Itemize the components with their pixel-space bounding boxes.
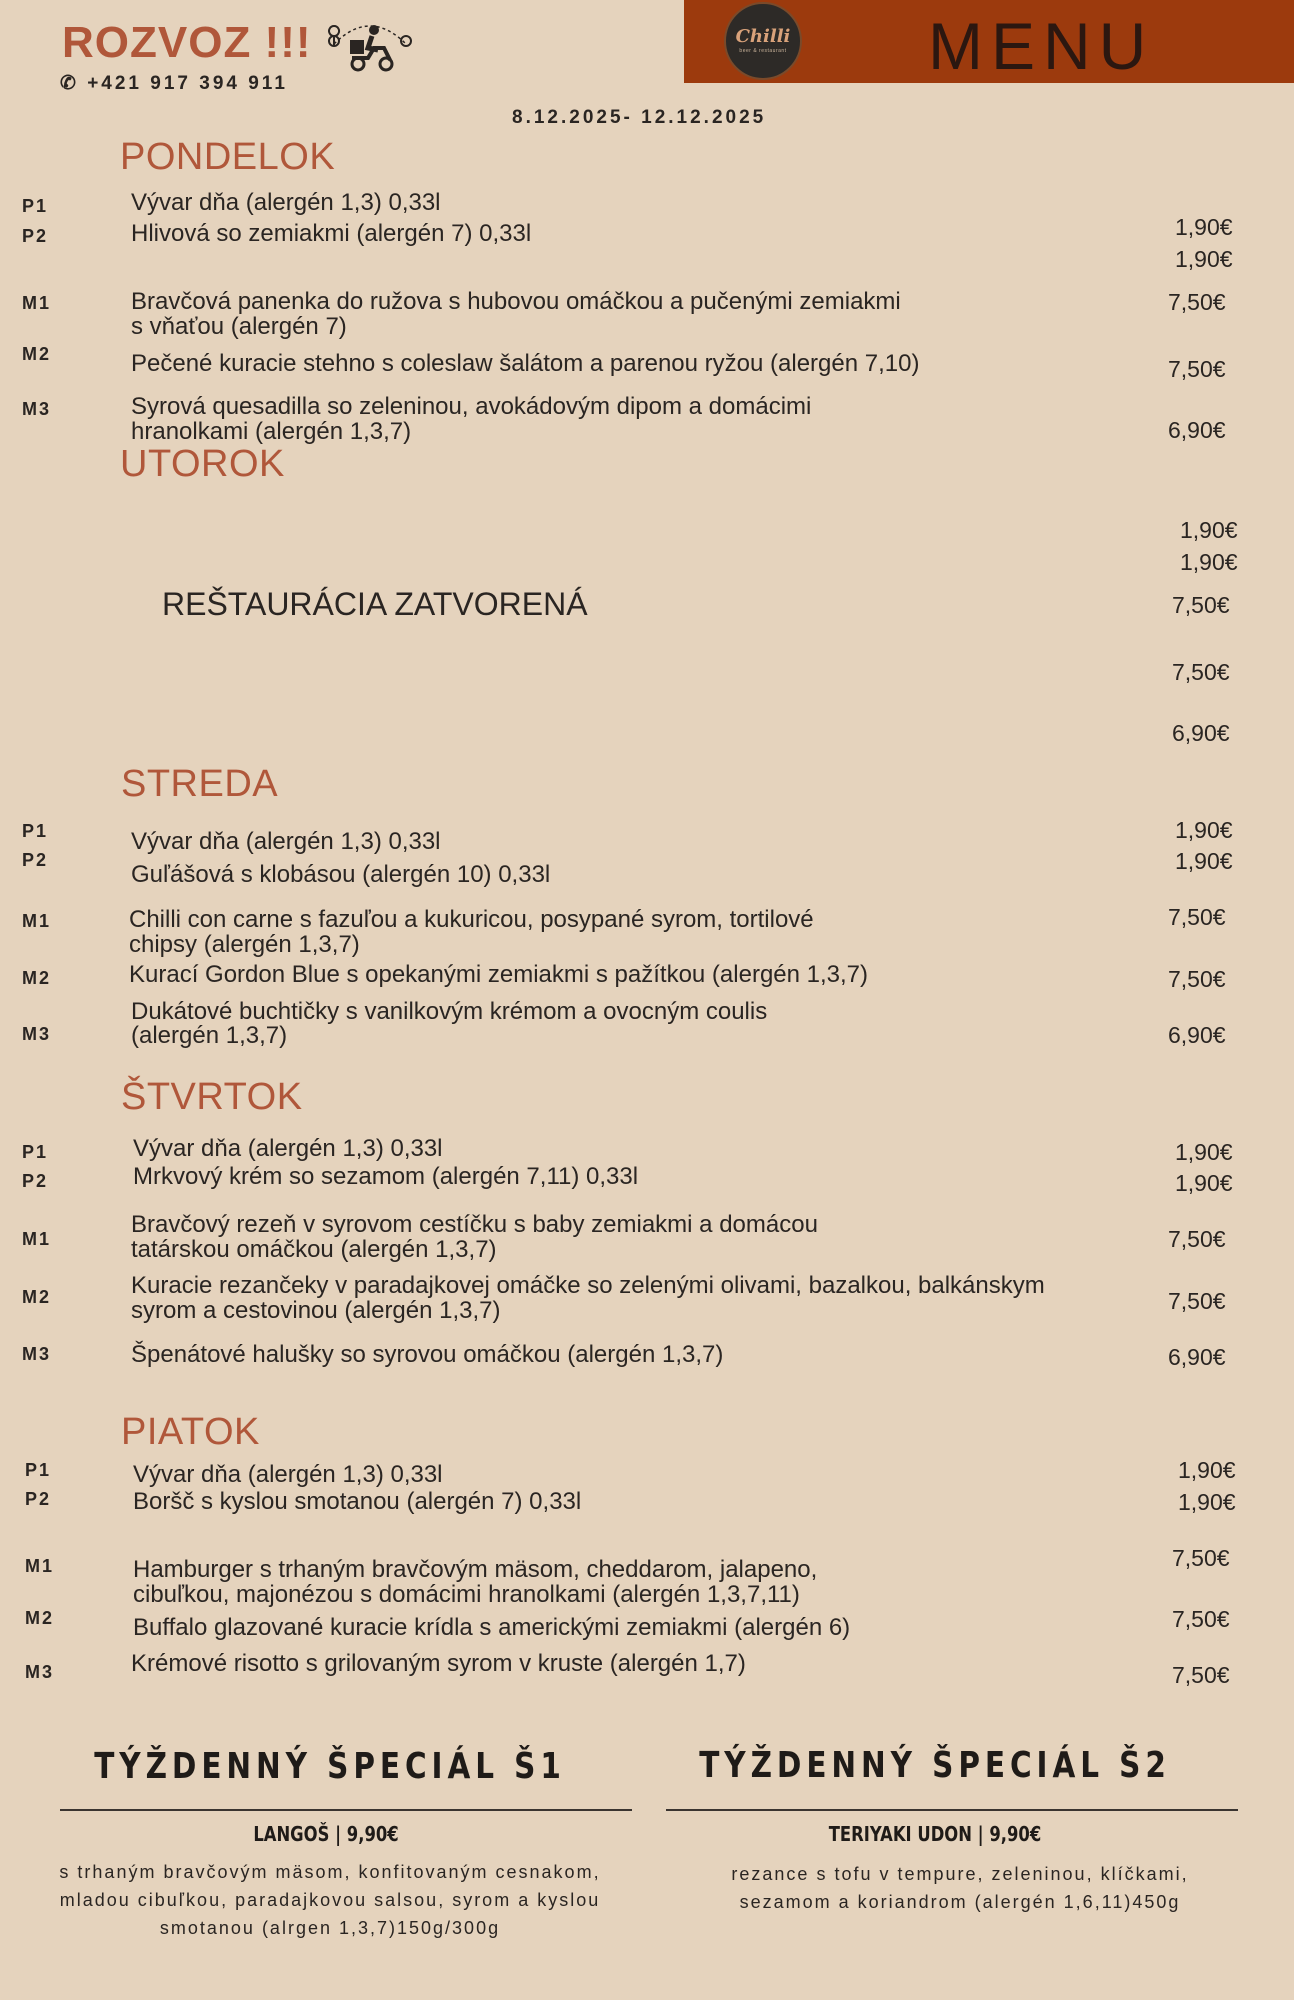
item-m2-cont: syrom a cestovinou (alergén 1,3,7) xyxy=(131,1297,501,1324)
special2-title: TÝŽDENNÝ ŠPECIÁL Š2 xyxy=(699,1745,1171,1786)
item-p1: Vývar dňa (alergén 1,3) 0,33l xyxy=(131,828,441,855)
item-p1: Vývar dňa (alergén 1,3) 0,33l xyxy=(131,189,441,216)
code-m3: M3 xyxy=(22,1024,52,1044)
special1-name: LANGOŠ | 9,90€ xyxy=(253,1822,399,1846)
price: 7,50€ xyxy=(1172,1606,1230,1632)
price: 7,50€ xyxy=(1172,1662,1230,1688)
item-m3: Dukátové buchtičky s vanilkovým krémom a ovocným coulis xyxy=(131,998,768,1025)
menu-dates: 8.12.2025- 12.12.2025 xyxy=(512,107,767,128)
menu-title: MENU xyxy=(928,9,1155,83)
item-m3-cont: (alergén 1,3,7) xyxy=(131,1022,288,1049)
delivery-title: ROZVOZ !!! xyxy=(62,18,312,67)
special2-description xyxy=(660,1860,1260,1916)
item-m1-cont: cibuľkou, majonézou s domácimi hranolkami (alergén 1,3,7,11) xyxy=(133,1581,800,1608)
special1-desc-line: mladou cibuľkou, paradajkovou salsou, syrom a kyslou xyxy=(59,1890,601,1910)
code-m2: M2 xyxy=(25,1608,55,1628)
code-p2: P2 xyxy=(22,1171,49,1191)
price: 6,90€ xyxy=(1168,1022,1226,1048)
special2-desc-line: rezance s tofu v tempure, zeleninou, klíčkami, xyxy=(731,1864,1189,1884)
code-m2: M2 xyxy=(22,344,52,364)
special2-name: TERIYAKI UDON | 9,90€ xyxy=(828,1822,1042,1846)
item-p2: Guľášová s klobásou (alergén 10) 0,33l xyxy=(131,861,551,888)
special1-title: TÝŽDENNÝ ŠPECIÁL Š1 xyxy=(94,1746,566,1787)
item-m3: Syrová quesadilla so zeleninou, avokádovým dipom a domácimi xyxy=(131,393,812,420)
price: 1,90€ xyxy=(1175,848,1233,874)
logo-text: Chilli xyxy=(735,26,791,47)
item-m3: Krémové risotto s grilovaným syrom v kruste (alergén 1,7) xyxy=(131,1650,746,1677)
price: 1,90€ xyxy=(1178,1489,1236,1515)
delivery-scooter-icon xyxy=(328,14,412,74)
code-p2: P2 xyxy=(25,1489,52,1509)
price: 1,90€ xyxy=(1180,517,1238,543)
code-m1: M1 xyxy=(22,1229,52,1249)
code-m2: M2 xyxy=(22,1287,52,1307)
item-m1-cont: s vňaťou (alergén 7) xyxy=(131,313,347,340)
price: 7,50€ xyxy=(1172,659,1230,685)
phone-number[interactable]: ✆ +421 917 394 911 xyxy=(60,73,288,94)
day-piatok: PIATOK xyxy=(121,1411,260,1453)
price: 6,90€ xyxy=(1172,720,1230,746)
code-m3: M3 xyxy=(22,399,52,419)
item-m1: Chilli con carne s fazuľou a kukuricou, posypané syrom, tortilové xyxy=(129,906,814,933)
item-m1: Bravčový rezeň v syrovom cestíčku s baby zemiakmi a domácou xyxy=(131,1211,818,1238)
item-m1-cont: tatárskou omáčkou (alergén 1,3,7) xyxy=(131,1236,497,1263)
price: 1,90€ xyxy=(1175,1170,1233,1196)
special1-divider xyxy=(60,1809,632,1811)
code-m3: M3 xyxy=(25,1662,55,1682)
price: 7,50€ xyxy=(1168,966,1226,992)
item-m1-cont: chipsy (alergén 1,3,7) xyxy=(129,931,360,958)
item-p1: Vývar dňa (alergén 1,3) 0,33l xyxy=(133,1461,443,1488)
day-streda: STREDA xyxy=(121,763,279,805)
special1-desc-line: smotanou (alrgen 1,3,7)150g/300g xyxy=(159,1918,501,1938)
item-p2: Boršč s kyslou smotanou (alergén 7) 0,33l xyxy=(133,1488,582,1515)
special2-divider xyxy=(666,1809,1238,1811)
price: 7,50€ xyxy=(1172,1545,1230,1571)
restaurant-logo xyxy=(724,2,802,80)
item-m2: Buffalo glazované kuracie krídla s americkými zemiakmi (alergén 6) xyxy=(133,1614,851,1641)
item-m3-cont: hranolkami (alergén 1,3,7) xyxy=(131,418,412,445)
code-p1: P1 xyxy=(22,196,49,216)
code-p1: P1 xyxy=(25,1460,52,1480)
item-p2: Mrkvový krém so sezamom (alergén 7,11) 0,33l xyxy=(133,1163,639,1190)
logo-subtext: beer & restaurant xyxy=(739,48,787,54)
price: 1,90€ xyxy=(1175,214,1233,240)
code-m1: M1 xyxy=(25,1556,55,1576)
price: 7,50€ xyxy=(1168,904,1226,930)
code-p2: P2 xyxy=(22,226,49,246)
item-p1: Vývar dňa (alergén 1,3) 0,33l xyxy=(133,1135,443,1162)
code-p2: P2 xyxy=(22,850,49,870)
special1-desc-line: s trhaným bravčovým mäsom, konfitovaným cesnakom, xyxy=(59,1862,601,1882)
price: 1,90€ xyxy=(1180,549,1238,575)
code-p1: P1 xyxy=(22,821,49,841)
day-utorok: UTOROK xyxy=(120,443,285,485)
price: 7,50€ xyxy=(1172,592,1230,618)
item-m1: Hamburger s trhaným bravčovým mäsom, cheddarom, jalapeno, xyxy=(133,1556,818,1583)
closed-notice: REŠTAURÁCIA ZATVORENÁ xyxy=(162,586,588,622)
day-stvrtok: ŠTVRTOK xyxy=(121,1076,303,1118)
price: 7,50€ xyxy=(1168,1226,1226,1252)
price: 1,90€ xyxy=(1178,1457,1236,1483)
day-pondelok: PONDELOK xyxy=(120,136,336,178)
item-m2: Kuracie rezančeky v paradajkovej omáčke so zelenými olivami, bazalkou, balkánskym xyxy=(131,1272,1045,1299)
special1-description xyxy=(30,1858,630,1942)
item-m3: Špenátové halušky so syrovou omáčkou (alergén 1,3,7) xyxy=(131,1341,724,1368)
price: 7,50€ xyxy=(1168,289,1226,315)
item-m1: Bravčová panenka do ružova s hubovou omáčkou a pučenými zemiakmi xyxy=(131,288,901,315)
code-m2: M2 xyxy=(22,968,52,988)
code-m1: M1 xyxy=(22,911,52,931)
code-m3: M3 xyxy=(22,1344,52,1364)
item-m2: Kurací Gordon Blue s opekanými zemiakmi s pažítkou (alergén 1,3,7) xyxy=(129,961,869,988)
price: 6,90€ xyxy=(1168,417,1226,443)
price: 1,90€ xyxy=(1175,1139,1233,1165)
price: 7,50€ xyxy=(1168,1288,1226,1314)
price: 1,90€ xyxy=(1175,246,1233,272)
item-p2: Hlivová so zemiakmi (alergén 7) 0,33l xyxy=(131,220,532,247)
item-m2: Pečené kuracie stehno s coleslaw šalátom a parenou ryžou (alergén 7,10) xyxy=(131,350,920,377)
phone-text: +421 917 394 911 xyxy=(87,73,288,94)
price: 1,90€ xyxy=(1175,817,1233,843)
price: 6,90€ xyxy=(1168,1344,1226,1370)
special2-desc-line: sezamom a koriandrom (alergén 1,6,11)450g xyxy=(739,1892,1181,1912)
price: 7,50€ xyxy=(1168,356,1226,382)
code-p1: P1 xyxy=(22,1142,49,1162)
code-m1: M1 xyxy=(22,293,52,313)
